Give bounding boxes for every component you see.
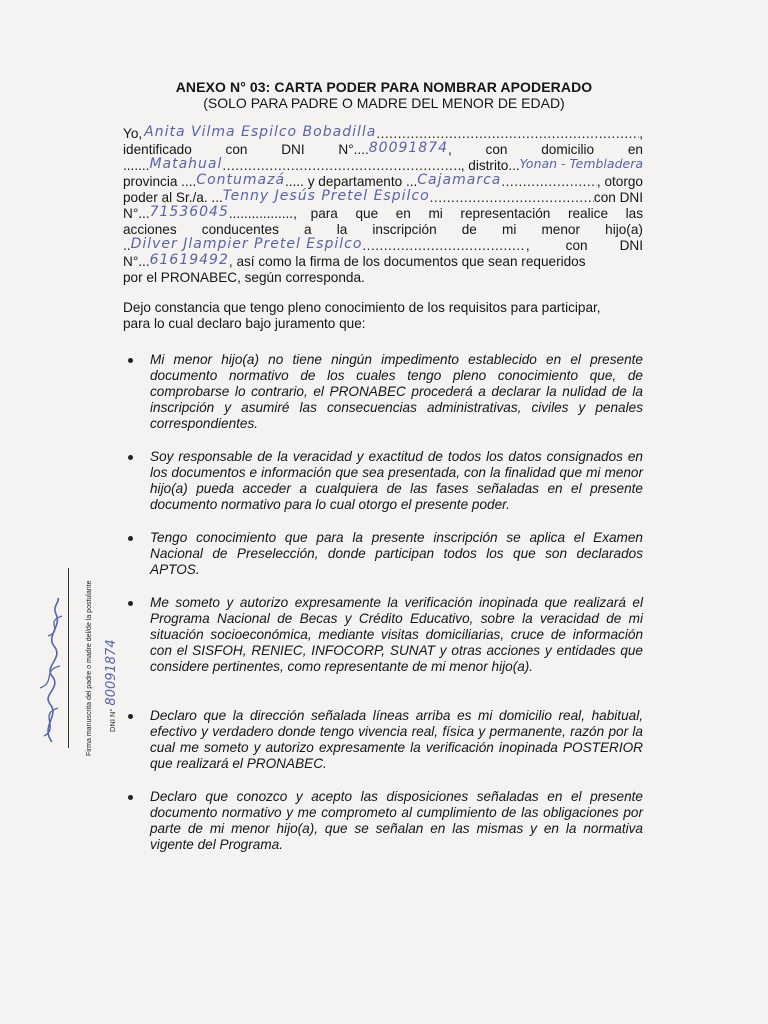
signature-dni	[104, 639, 119, 732]
poder-label: poder al Sr./a.	[123, 190, 208, 205]
con-word: con	[565, 238, 588, 253]
bullet-text: Tengo conocimiento que para la presente inscripción se aplica el Examen Nacional de Preselección, donde participan todos los que son declarados APTOS.	[150, 530, 643, 577]
bullet-dot	[128, 714, 133, 719]
acciones-word: mi	[502, 222, 517, 237]
line-yo: Yo, Anita Vilma Espilco Bobadilla ..... ,	[123, 126, 643, 142]
dotted-leader	[430, 190, 594, 206]
line-poder: poder al Sr./a. ... Tenny Jesús Pretel Espilco ..... con DNI	[123, 190, 643, 206]
n-label: N°	[123, 206, 139, 221]
dotted-leader	[501, 174, 597, 190]
acciones-word: hijo(a)	[605, 222, 643, 237]
departamento-label: y departamento	[307, 174, 403, 189]
con-dni-label: con DNI	[593, 190, 643, 205]
n-label: N°	[123, 254, 139, 269]
bullet-text: Mi menor hijo(a) no tiene ningún impedimento establecido en el presente documento normativo de los cuales tengo pleno conocimiento que, de comprobarse lo contrario, el PRONABEC procederá a declarar la nulidad de la inscripción y asumiré las consecuencias administrativas, civiles y penales correspondientes.	[150, 352, 643, 431]
line-provincia: provincia .... Contumazá ..... y departamento ... Cajamarca ..... , otorgo	[123, 174, 643, 190]
bullet-dot	[128, 455, 133, 460]
acciones-word: acciones	[123, 222, 177, 237]
provincia-label: provincia	[123, 174, 178, 189]
declaration-bullet-1	[123, 352, 643, 432]
handwritten-name: Anita Vilma Espilco Bobadilla	[144, 124, 377, 140]
yo-label: Yo,	[123, 126, 143, 141]
dni-field: N° .... 80091874 ,	[338, 140, 452, 157]
dotted-leader	[362, 238, 525, 254]
signature-caption: Firma manuscrita del padre o madre del/de la postulante	[86, 580, 93, 756]
line-address: ....... Matahual ..... , distrito ... Yonan - Tembladera	[123, 158, 643, 174]
handwritten-distrito: Yonan - Tembladera	[519, 156, 643, 171]
handwritten-dni: 80091874	[368, 140, 449, 156]
declaration-bullet-4	[123, 595, 643, 675]
line-apoderado-dni: N° ... 71536045 ................., para que en mi representación realice las	[123, 204, 643, 221]
otorgo-word: otorgo	[604, 174, 643, 189]
bullet-text: Declaro que conozco y acepto las disposiciones señaladas en el presente documento normativo y me comprometo al cumplimiento de las obligaciones por parte de mi menor hijo(a), que se señalan en las mismas y en la normativa vigente del Programa.	[150, 789, 643, 852]
line-pronabec	[123, 270, 643, 286]
bullet-dot	[128, 601, 133, 606]
firma-text: así como la firma de los documentos que sean requeridos	[236, 254, 586, 269]
bullet-dot	[128, 536, 133, 541]
n-label: N°	[338, 142, 354, 157]
distrito-label: distrito	[468, 158, 509, 173]
identificado-word: identificado	[123, 142, 192, 157]
handwritten-provincia: Contumazá	[196, 172, 286, 188]
line-hijo: .. Dilver Jlampier Pretel Espilco ..... , con DNI	[123, 238, 643, 254]
dni-word: DNI	[281, 142, 305, 157]
handwritten-departamento: Cajamarca	[417, 172, 502, 188]
bullet-text: Soy responsable de la veracidad y exactitud de todos los datos consignados en los documentos e información que sea presentada, con la finalidad que mi menor hijo(a) pueda acceder a cualquiera de las fases señaladas en el presente documento normativo para lo cual otorgo el presente poder.	[150, 449, 643, 512]
bullet-text: Declaro que la dirección señalada líneas arriba es mi domicilio real, habitual, efectivo y verdadero donde tengo vivencia real, física y permanente, razón por la cual me someto y autorizo expresamente la verificación inopinada POSTERIOR que realizará el PRONABEC.	[150, 708, 643, 771]
bullet-text: Me someto y autorizo expresamente la verificación inopinada que realizará el Programa Nacional de Becas y Crédito Educativo, sobre la veracidad de mi situación socioeconómica, mediante visitas domiciliarias, cruce de información con el SISFOH, RENIEC, INFOCORP, SUNAT y otras acciones y entidades que considere pertinentes, como representante de mi menor hijo(a).	[150, 595, 643, 674]
acciones-word: de	[461, 222, 477, 237]
en-word: en	[627, 142, 643, 157]
intro-line-2: para lo cual declaro bajo juramento que:	[123, 316, 366, 331]
declaration-bullet-3	[123, 530, 643, 578]
declaration-bullet-5	[123, 708, 643, 772]
handwritten-apoderado: Tenny Jesús Pretel Espilco	[222, 188, 430, 204]
acciones-word: conducentes	[201, 222, 279, 237]
intro-paragraph	[123, 300, 643, 332]
handwritten-apoderado-dni: 71536045	[149, 204, 229, 220]
intro-line-1: Dejo constancia que tengo pleno conocimiento de los requisitos para participar,	[123, 300, 601, 315]
bullet-dot	[128, 358, 133, 363]
declaration-bullet-6	[123, 789, 643, 853]
document-subtitle: (SOLO PARA PADRE O MADRE DEL MENOR DE EDAD)	[203, 95, 565, 111]
handwritten-signature-dni: 80091874	[104, 639, 119, 706]
handwritten-hijo-dni: 61619492	[149, 252, 229, 268]
line-hijo-dni: N° ... 61619492 , así como la firma de los documentos que sean requeridos	[123, 252, 586, 269]
acciones-word: la	[336, 222, 348, 237]
acciones-word: inscripción	[372, 222, 437, 237]
dni-label: DNI N°	[108, 708, 117, 732]
handwritten-address: Matahual	[149, 156, 223, 172]
acciones-word: a	[304, 222, 312, 237]
acciones-word: menor	[541, 222, 581, 237]
pronabec-text: por el PRONABEC, según corresponda.	[123, 270, 365, 285]
handwritten-signature	[30, 596, 74, 746]
bullet-dot	[128, 795, 133, 800]
dni-word: DNI	[619, 238, 643, 253]
document-title: ANEXO N° 03: CARTA PODER PARA NOMBRAR APODERADO	[175, 79, 593, 95]
declaration-bullet-2	[123, 449, 643, 513]
representacion-text: para que en mi representación realice las	[310, 206, 643, 221]
authorization-paragraph	[123, 126, 643, 286]
con-word: con	[225, 142, 248, 157]
handwritten-hijo: Dilver Jlampier Pretel Espilco	[130, 236, 363, 252]
domicilio-word: domicilio	[541, 142, 595, 157]
con-word: con	[485, 142, 508, 157]
